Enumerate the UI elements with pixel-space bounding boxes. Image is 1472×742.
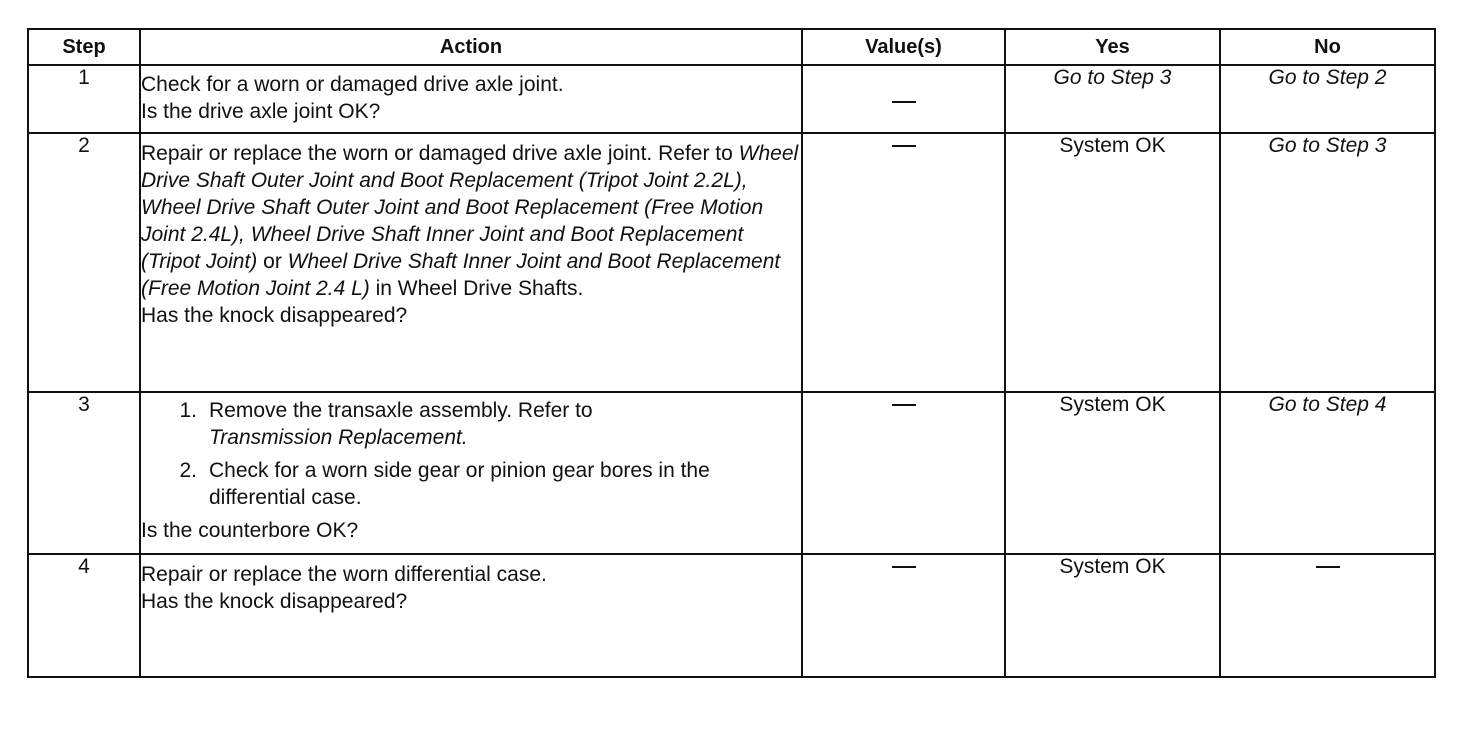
dash-icon (892, 566, 916, 568)
action-question: Has the knock disappeared? (141, 590, 408, 613)
substep-number: 2. (179, 459, 197, 482)
action-cell (140, 133, 802, 392)
yes-cell: System OK (1005, 392, 1220, 554)
substep-text: Check for a worn side gear or pinion gear bores in the differential case. (209, 459, 710, 509)
reference-link: Wheel Drive Shaft Outer Joint and Boot Replacement (Tripot Joint 2.2L), Wheel Drive Shaft Outer Joint and Boot Replacement (Free Motion Joint 2.4L), Wheel Drive Shaft Inner Joint and Boot Replacement (Tripot Joint) (141, 142, 799, 273)
substep-number: 1. (179, 399, 197, 422)
action-cell (140, 65, 802, 133)
no-cell: Go to Step 3 (1220, 133, 1435, 392)
dash-icon (1316, 566, 1340, 568)
list-item (141, 397, 801, 451)
value-cell (802, 392, 1005, 554)
value-cell (802, 65, 1005, 133)
diagnostic-table (27, 28, 1436, 678)
value-cell (802, 554, 1005, 677)
value-cell (802, 133, 1005, 392)
no-cell (1220, 554, 1435, 677)
header-values: Value(s) (802, 29, 1005, 65)
reference-link: Transmission Replacement. (209, 426, 468, 449)
action-cell (140, 392, 802, 554)
reference-link: Wheel Drive Shaft Inner Joint and Boot Replacement (Free Motion Joint 2.4 L) (141, 250, 781, 300)
action-question: Is the counterbore OK? (141, 519, 359, 542)
action-text: Check for a worn or damaged drive axle joint. (141, 73, 564, 96)
table-row (28, 554, 1435, 677)
step-number: 2 (28, 133, 140, 392)
dash-icon (892, 404, 916, 406)
action-text-part: or (257, 250, 288, 273)
substep-list (141, 393, 801, 517)
action-question: Has the knock disappeared? (141, 304, 408, 327)
header-action: Action (140, 29, 802, 65)
dash-icon (892, 101, 916, 103)
action-text (141, 134, 801, 302)
substep-body: Remove the transaxle assembly. Refer to (209, 399, 593, 422)
no-cell: Go to Step 4 (1220, 392, 1435, 554)
table-row (28, 65, 1435, 133)
header-yes: Yes (1005, 29, 1220, 65)
action-text-part: in Wheel Drive Shafts. (369, 277, 584, 300)
no-cell: Go to Step 2 (1220, 65, 1435, 133)
header-step: Step (28, 29, 140, 65)
yes-cell: Go to Step 3 (1005, 65, 1220, 133)
step-number: 3 (28, 392, 140, 554)
header-row (28, 29, 1435, 65)
table-row (28, 392, 1435, 554)
step-number: 4 (28, 554, 140, 677)
yes-cell: System OK (1005, 554, 1220, 677)
action-text-part: Repair or replace the worn or damaged drive axle joint. Refer to (141, 142, 739, 165)
header-no: No (1220, 29, 1435, 65)
step-number: 1 (28, 65, 140, 133)
yes-cell: System OK (1005, 133, 1220, 392)
table-row (28, 133, 1435, 392)
action-text: Repair or replace the worn differential case. (141, 563, 547, 586)
action-cell (140, 554, 802, 677)
list-item (141, 457, 801, 511)
dash-icon (892, 145, 916, 147)
substep-text (209, 397, 801, 451)
action-question: Is the drive axle joint OK? (141, 100, 381, 123)
